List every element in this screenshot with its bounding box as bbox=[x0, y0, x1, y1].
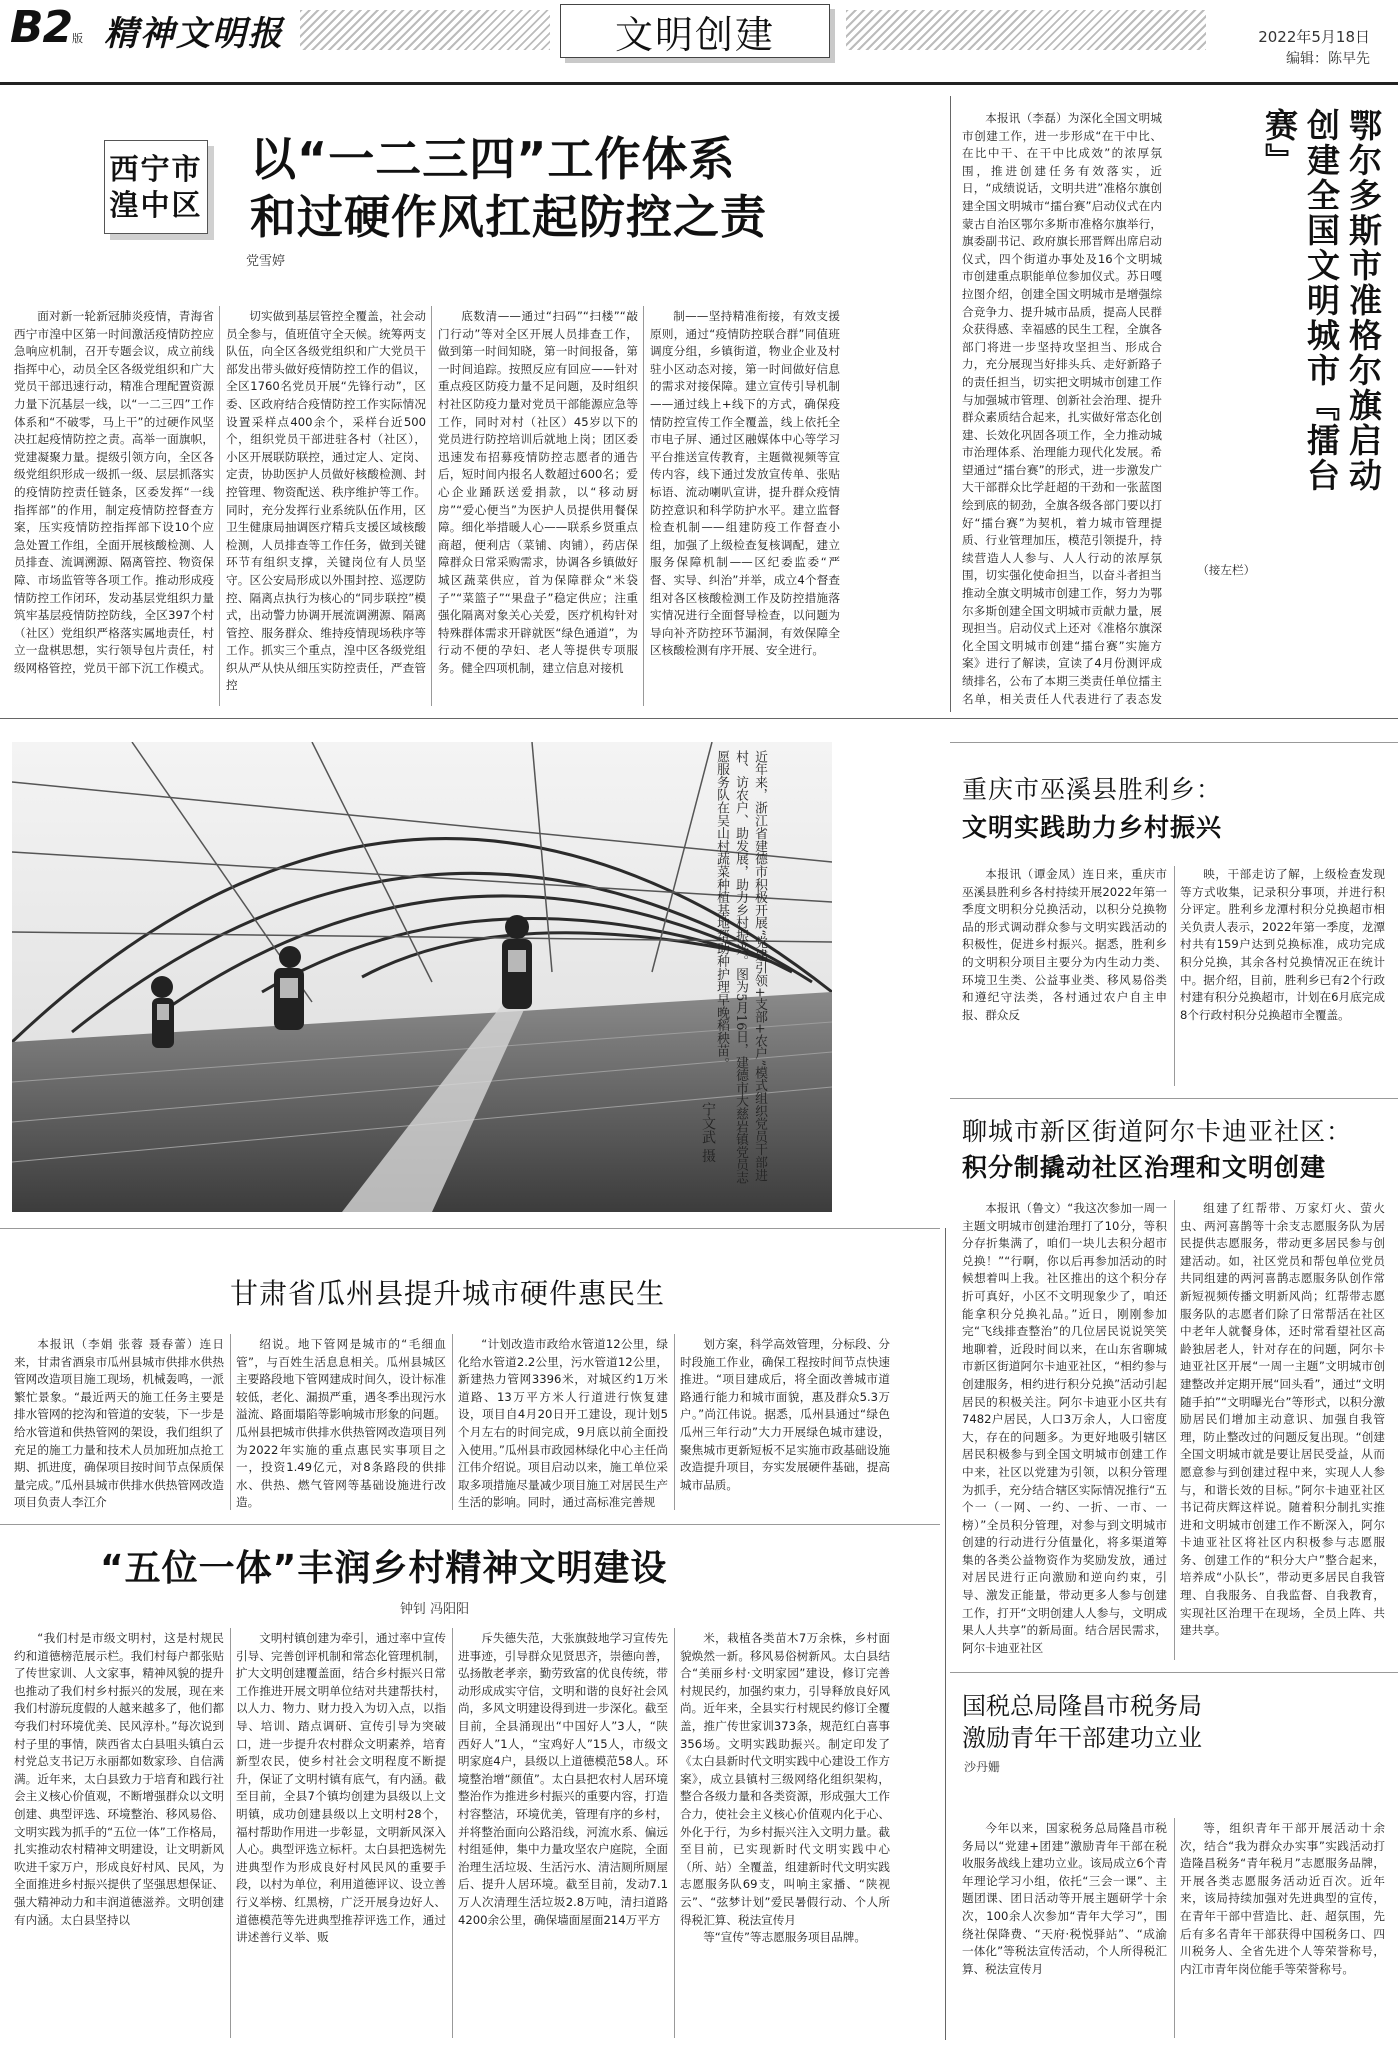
article1-col2 bbox=[226, 308, 426, 708]
article2-headline-line2: 创建全国文明城市『擂台赛』 bbox=[1260, 108, 1341, 493]
location-badge bbox=[104, 140, 208, 234]
article2-body-continued: （接左栏） bbox=[1197, 563, 1256, 577]
article1-headline-line2: 和过硬作风扛起防控之责 bbox=[250, 190, 767, 244]
column-rule bbox=[1174, 1818, 1175, 2038]
rule bbox=[950, 1672, 1398, 1673]
article6-col3-text: 斥失德失范，大张旗鼓地学习宣传先进事迹，引导群众见贤思齐，崇德向善，弘扬散老孝亲，勤劳致富的优良传统，带动形成成实守信，文明和谐的良好社会风尚，多风文明建设得到进一步深化。截至目前，全县涌现出“中国好人”3人，“陕西好人”1人，“宝鸡好人”15人，市级文明家庭4户，县级以上道德模范58人。环境整治增“颜值”。太白县把农村人居环境整治作为推进乡村振兴的重要内容，打造村容整洁，环境优美，管理有序的乡村，并将整治面向公路沿线，河流水系、偏远村组延伸，集中力量攻坚农户庭院，全面治理生活垃圾、生活污水、清洁厕所厕屋后、提升人居环境。截至目前，发动7.1万人次清理生活垃圾2.8万吨，清扫道路4200余公里，确保墙面屋面214万平方 bbox=[458, 1631, 668, 1927]
article7-col1 bbox=[962, 1820, 1167, 2040]
masthead bbox=[0, 0, 1398, 86]
badge-line-1: 西宁市 bbox=[109, 152, 203, 186]
article1-col3 bbox=[438, 308, 638, 708]
article1-col1-text: 面对新一轮新冠肺炎疫情，青海省西宁市湟中区第一时间激活疫情防控应急响应机制，召开专题会议，成立前线指挥中心，动员全区各级党组织和广大党员干部迅速行动，精准合理配置资源力量下沉基层一线，以“一二三四”工作体系和“不破零，马上干”的过硬作风坚决扛起疫情防控之责。高举一面旗帜，党建凝聚力量。提级引领方向，全区各级党组织形成一级抓一级、层层抓落实的疫情防控责任链条，区委发挥“一线指挥部”的作用，制定疫情防控督查方案，压实疫情防控指挥部下设10个应急处置工作组，全面开展核酸检测、人员排查、流调溯源、隔离管控、物资保障、市场监管等各项工作。推动形成疫情防控工作闭环，发动基层党组织力量筑牢基层疫情防控防线，全区397个村（社区）党组织严格落实属地责任，村立一盘棋思想，实行领导包片责任，村级网格管控，党员干部下沉工作模式。 bbox=[14, 309, 214, 675]
article1-col1 bbox=[14, 308, 214, 708]
article1-author: 党雪婷 bbox=[246, 254, 286, 269]
section-title: 文明创建 bbox=[560, 4, 830, 58]
article3-col2-text: 映，干部走访了解，上级检查发现等方式收集，记录积分事项，并进行积分评定。胜利乡龙潭村积分兑换超市相关负责人表示，2022年第一季度，龙潭村共有159户达到兑换标准，成功完成积分兑换，其余各村兑换情况正在统计中。据介绍，目前，胜利乡已有2个行政村建有积分兑换超市，计划在6月底完成8个行政村积分兑换超市全覆盖。 bbox=[1180, 867, 1385, 1022]
right-column-divider bbox=[950, 96, 951, 712]
badge-line-2: 湟中区 bbox=[109, 188, 203, 222]
column-rule bbox=[674, 1628, 675, 2038]
article4-col2 bbox=[1180, 1200, 1385, 1660]
greenhouse-photo bbox=[12, 742, 832, 1212]
column-rule bbox=[1174, 866, 1175, 1086]
article7-col1-text: 今年以来，国家税务总局隆昌市税务局以“党建+团建”激励青年干部在税收服务战线上建功立业。该局成立6个青年理论学习小组，依托“三会一课”、主题团课、团日活动等开展主题研学十余次，100余人次参加“青年大学习”，围绕社保降费、“天府·税悦驿站”、“成渝一体化”等税法宣传活动，个人所得税汇算、税法宣传月 bbox=[962, 1821, 1167, 1976]
column-rule bbox=[452, 1628, 453, 2038]
column-rule bbox=[1174, 1200, 1175, 1660]
article5-headline: 甘肃省瓜州县提升城市硬件惠民生 bbox=[230, 1277, 666, 1310]
column-rule bbox=[674, 1334, 675, 1510]
article3-col1 bbox=[962, 866, 1167, 1086]
article7-col2-text: 等，组织青年干部开展活动十余次，结合“我为群众办实事”实践活动打造隆昌税务“青年税月”志愿服务品牌，开展各类志愿服务活动近百次。近年来，该局持续加强对先进典型的宣传，在青年干部中营造比、赶、超氛围，先后有多名青年干部获得中国税务口、四川税务人、全省先进个人等荣誉称号，内江市青年岗位能手等荣誉称号。 bbox=[1180, 1821, 1385, 1976]
article1-headline-line1: 以“一二三四”工作体系 bbox=[250, 132, 736, 186]
article6-author: 钟钊 冯阳阳 bbox=[400, 1602, 470, 1617]
article2-headline-line1: 鄂尔多斯市准格尔旗启动 bbox=[1344, 108, 1383, 493]
column-rule bbox=[230, 1628, 231, 2038]
article6-col4-tail: 等“宣传”等志愿服务项目品牌。 bbox=[703, 1930, 866, 1945]
article5-col1-text: 本报讯（李娟 张蓉 聂春蕾）连日来，甘肃省酒泉市瓜州县城市供排水供热管网改造项目施工现场，机械轰鸣，一派繁忙景象。“最近两天的施工任务主要是排水管网的挖沟和管道的安装，下一步是给水管道和供热管网的架设，我们组织了充足的施工力量和技术人员加班加点抢工期、抓进度，确保项目按时间节点保质保量完成。”瓜州县城市供排水供热管网改造项目负责人李江介 bbox=[14, 1337, 224, 1510]
article5-col2 bbox=[236, 1336, 446, 1512]
column-rule bbox=[452, 1334, 453, 1510]
article4-col2-text: 组建了红帮带、万家灯火、萤火虫、两河喜鹊等十余支志愿服务队为居民提供志愿服务，带动更多居民参与创建活动。如，社区党员和帮包单位党员共同组建的两河喜鹊志愿服务队创作常新短视频传播文明新风尚；红帮带志愿服务队的志愿者们除了日常帮活在社区中老年人就餐身体，还时常看望社区高龄独居老人，针对存在的问题，阿尔卡迪亚社区开展“一周一主题”文明城市创建整改并定期开展“回头看”，通过“文明随手拍”“文明曝光台”等形式，以积分激励居民们增加主动意识、加强自我管理，防止整改过的问题反复出现。“创建全国文明城市就是要让居民受益，从而愿意参与到创建过程中来，实现人人参与，和谐长效的目标。”阿尔卡迪亚社区书记荷庆辉这样说。随着积分制扎实推进和文明城市创建工作不断深入，阿尔卡迪亚社区将社区内积极参与志愿服务、创建工作的“积分大户”整合起来，培养成“小队长”，带动更多居民自我管理、自我服务、自我监督、自我教育，实现社区治理干在现场，全员上阵、共建共享。 bbox=[1180, 1201, 1385, 1638]
article6-headline: “五位一体”丰润乡村精神文明建设 bbox=[100, 1548, 668, 1589]
article4-headline-line2: 积分制撬动社区治理和文明创建 bbox=[962, 1153, 1327, 1182]
section-rule bbox=[0, 718, 1398, 719]
column-rule bbox=[643, 306, 644, 706]
article6-col1-text: “我们村是市级文明村，这是村规民约和道德榜范展示栏。我们村每户都张贴了传世家训、人文家事，精神风貌的提升也推动了我们村乡村振兴的发展，现在来我们村游玩度假的人越来越多了，他们都夸我们村环境优美、民风淳朴。”每次说到村子里的事情，陕西省太白县咀头镇白云村党总支书记万永丽都如数家珍、自信满满。近年来，太白县致力于培育和践行社会主义核心价值观，不断增强群众以文明创建、典型评选、环境整治、移风易俗、文明实践为抓手的“五位一体”工作格局，扎实推动农村精神文明建设，让文明新风吹进千家万户，形成良好村风、民风，为全面推进乡村振兴提供了坚强思想保证、强大精神动力和丰润道德滋养。文明创建有内涵。太白县坚持以 bbox=[14, 1631, 224, 1927]
article4-col1 bbox=[962, 1200, 1167, 1660]
page-number: B2 bbox=[10, 2, 73, 53]
article3-col2 bbox=[1180, 866, 1385, 1086]
column-rule bbox=[431, 306, 432, 706]
hatch-decoration-right bbox=[846, 10, 1206, 50]
article5-col4-text: 划方案，科学高效管理，分标段、分时段施工作业，确保工程按时间节点快速推进。“项目建成后，将全面改善城市道路通行能力和城市面貌，惠及群众5.3万户。”尚江伟说。据悉，瓜州县通过“绿色瓜州三年行动”大力开展绿色城市建设，聚焦城市更新短板不足实施市政基础设施改造提升项目，夯实发展硬件基础，提高城市品质。 bbox=[680, 1337, 890, 1492]
rule bbox=[950, 1098, 1398, 1099]
right-column-divider bbox=[945, 1228, 946, 2040]
photo-credit: 宁文武 摄 bbox=[700, 1102, 716, 1163]
photo-caption: 近年来，浙江省建德市积极开展“党建引领+支部+农户”模式组织党员干部进村、访农户、助发展，助力乡村振兴。图为5月16日，建德市大慈岩镇党员志愿服务队在吴山村蔬菜种植基地帮助种护理早晚稻秧苗。 bbox=[714, 750, 767, 1185]
article2-headline bbox=[1258, 108, 1384, 508]
article7-headline-line2: 激励青年干部建功立业 bbox=[962, 1724, 1202, 1752]
article7-author: 沙丹姗 bbox=[964, 1760, 1001, 1774]
article4-col1-text: 本报讯（鲁文）“我这次参加一周一主题文明城市创建治理打了10分，等积分存折集满了，咱们一块儿去积分超市兑换！”“行啊，你以后再参加活动的时候想着叫上我。社区推出的这个积分存折可真好，小区不文明现象少了，咱还能拿积分兑换礼品。”近日，刚刚参加完“飞线排查整治”的几位居民说说笑笑地聊着，近段时间以来，在山东省聊城市新区街道阿尔卡迪亚社区，“相约参与创建服务，相约进行积分兑换”活动引起居民的积极关注。阿尔卡迪亚小区共有7482户居民，人口3万余人，人口密度大，存在的问题多。为更好地吸引辖区居民积极参与到全国文明城市创建工作中来，社区以党建为引领，以积分管理为抓手，充分结合辖区实际情况推行“五个一（一网、一约、一折、一市、一榜）”全员积分管理，对参与到文明城市创建的行动进行分值量化，将多渠道筹集的各类公益物资作为奖励发放，通过对居民进行正向激励和逆向约束，引导、激发正能量，带动更多人参与创建工作，打开“文明创建人人参与，文明成果人人共享”的新局面。结合居民需求，阿尔卡迪亚社区 bbox=[962, 1201, 1167, 1655]
masthead-rule bbox=[0, 82, 1398, 85]
editor-credit: 编辑：陈早先 bbox=[1286, 51, 1370, 67]
article5-col2-text: 绍说。地下管网是城市的“毛细血管”，与百姓生活息息相关。瓜州县城区主要路段地下管网建成时间久，设计标准较低，老化、漏损严重，遇冬季出现污水溢流、路面塌陷等影响城市形象的问题。瓜州县把城市供排水供热管网改造项目列为2022年实施的重点惠民实事项目之一，投资1.49亿元，对8条路段的供排水、供热、燃气管网等基础设施进行改造。 bbox=[236, 1337, 446, 1510]
column-rule bbox=[219, 306, 220, 706]
article1-col4-text: 制——坚持精准衔接，有效支援原则，通过“疫情防控联合群”同值班调度分组，乡镇街道，物业企业及村驻小区动态对接，第一时间做好信息的需求对接保障。建立宣传引导机制——通过线上+线下的方式，确保疫情防控宣传工作全覆盖，线上依托全市电子屏、通过区融媒体中心等学习平台推送宣传教育，主题微视频等宣传内容，线下通过发放宣传单、张贴标语、流动喇叭宣讲，提升群众疫情防控意识和科学防护水平。建立监督检查机制——组建防疫工作督查小组，加强了上级检查复核调配，建立服务保障机制——区纪委监委“严督、实导、纠治”并举，成立4个督查组对各区核酸检测工作及防控措施落实情况进行全面督导检查，以问题为导向补齐防控环节漏洞，有效保障全区核酸检测有序开展、安全进行。 bbox=[650, 309, 840, 658]
article1-headline bbox=[250, 130, 767, 246]
article2-body bbox=[962, 110, 1162, 710]
article1-col3-text: 底数清——通过“扫码”“扫楼”“敲门行动”等对全区开展人员排查工作，做到第一时间知晓，第一时间报备，第一时间追踪。按照反应有回应——针对重点疫区防疫力量不足问题，及时组织村社区防疫力量对党员干部能源应急等工作，同时对村（社区）45岁以下的党员进行防控培训后就地上岗；团区委迅速发布招募疫情防控志愿者的通告后，短时间内报名人数超过600名；爱心企业踊跃送爱捐款，以“移动厨房”“爱心便当”为医护人员提供用餐保障。细化举措暖人心——联系乡贤重点商超，便利店（菜铺、肉铺），药店保障群众日常采购需求，协调各乡镇做好城区蔬菜供应，首为保障群众“米袋子”“菜篮子”“果盘子”稳定供应；注重强化隔离对象关心关爱，医疗机构针对特殊群体需求开辟就医“绿色通道”，为行动不便的孕妇、老人等提供专项服务。健全四项机制，建立信息对接机 bbox=[438, 309, 638, 675]
article7-col2 bbox=[1180, 1820, 1385, 2040]
article5-col3 bbox=[458, 1336, 668, 1512]
article5-col3-text: “计划改造市政给水管道12公里，绿化给水管道2.2公里，污水管道12公里，新建热力管网3396米，对城区约1万米道路、13万平方米人行道进行恢复建设，项目自4月20日开工建设，现计划5个月左右的时间完成，9月底以前全面投入使用。”瓜州县市政园林绿化中心主任尚江伟介绍说。项目启动以来，施工单位采取多项措施尽量减少项目施工对居民生产生活的影响。同时，通过高标准完善规 bbox=[458, 1337, 668, 1510]
rule bbox=[0, 1524, 940, 1525]
article6-col3 bbox=[458, 1630, 668, 2040]
article1-col2-text: 切实做到基层管控全覆盖，社会动员全参与，值班值守全天候。统筹两支队伍，向全区各级党组织和广大党员干部发出带头做好疫情防控工作的倡议，全区1760名党员开展“先锋行动”，区委、区政府结合疫情防控工作实际情况设置采样点400余个，采样台近500个，组织党员干部进驻各村（社区），小区开展联防联控，通过定人、定岗、定责，协助医护人员做好核酸检测、封控管理、物资配送、秩序维护等工作。同时，充分发挥行业系统队伍作用，区卫生健康局抽调医疗精兵支援区域核酸检测，人员排查等工作任务，做到关键环节有组织支撑，关键岗位有人员坚守。区公安局形成以外围封控、巡逻防控、隔离点执行为核心的“同步联控”模式，出动警力协调开展流调溯源、隔离管控、服务群众、维持疫情现场秩序等工作。抓实三个重点，湟中区各级党组织从严从快从细压实防控责任，严查管控 bbox=[226, 309, 426, 693]
article6-col1 bbox=[14, 1630, 224, 2040]
article4-headline-line1: 聊城市新区街道阿尔卡迪亚社区： bbox=[962, 1117, 1353, 1146]
page-suffix: 版 bbox=[72, 32, 83, 45]
article6-col4 bbox=[680, 1630, 890, 2040]
article1-col4 bbox=[650, 308, 840, 708]
article6-col4-text: 米，栽植各类苗木7万余株，乡村面貌焕然一新。移风易俗树新风。太白县结合“美丽乡村·文明家园”建设，修订完善村规民约，加强约束力，引导释放良好风尚。近年来，全县实行村规民约修订全覆盖，推广传世家训373条，规范红白喜事356场。文明实践助振兴。制定印发了《太白县新时代文明实践中心建设工作方案》，成立县镇村三级网络化组织架构，整合各级力量和各类资源，形成强大工作合力，使社会主义核心价值观内化于心、外化于行，为乡村振兴注入文明力量。截至目前，已实现新时代文明实践中心（所、站）全覆盖，组建新时代文明实践志愿服务队69支，叫响主家播、“陕视云”、“弦梦计划”爱民暑假行动、个人所得税汇算、税法宣传月 bbox=[680, 1631, 890, 1927]
article2-body-text: 本报讯（李磊）为深化全国文明城市创建工作，进一步形成“在干中比、在比中干、在干中比成效”的浓厚氛围，推进创建任务有效落实，近日，“成绩说话，文明共进”准格尔旗创建全国文明城市“擂台赛”启动仪式在内蒙古自治区鄂尔多斯市准格尔旗举行，旗委副书记、政府旗长邢晋辉出席启动仪式，四个街道办事处及16个文明城市创建重点职能单位参加仪式。苏日嘎拉图介绍，创建全国文明城市是增强综合竞争力、提升城市品质，提高人民群众获得感、幸福感的民生工程，全旗各部门将进一步坚持攻坚担当、形成合力，充分展现当好排头兵、走好新路子的责任担当，切实把文明城市创建工作与加强城市管理、创新社会治理、提升群众素质结合起来，扎实做好常态化创建、长效化巩固各项工作，全力推动城市治理体系、治理能力现代化发展。希望通过“擂台赛”的形式，进一步激发广大干部群众比学赶超的干劲和一张蓝图绘到底的韧劲，全旗各级各部门要以打好“擂台赛”为契机，着力城市管理提质、行业管理加压，模范引领提升，持续营造人人参与、人人行动的浓厚氛围，切实强化使命担当，以奋斗者担当推动全旗文明城市创建工作，努力为鄂尔多斯创建全国文明城市贡献力量，展现担当。启动仪式上还对《准格尔旗深化全国文明城市创建“擂台赛”实施方案》进行了解读，宣读了4月份测评成绩排名，公布了本期三类责任单位擂主名单，相关责任人代表进行了表态发 bbox=[962, 111, 1162, 706]
rule bbox=[950, 742, 1398, 743]
article5-col1 bbox=[14, 1336, 224, 1512]
column-rule bbox=[230, 1334, 231, 1510]
article6-col2-text: 文明村镇创建为牵引，通过率中宣传引导、完善创评机制和常态化管理机制，扩大文明创建覆盖面，结合乡村振兴日常工作推进开展文明单位结对共建帮扶村，以人力、物力、财力投入为切入点，以指导、培训、踏点调研、宣传引导为突破口，进一步提升农村群众文明素养，培育新型农民，使乡村社会文明程度不断提升，保证了文明村镇有底气，有内涵。截至目前，全县7个镇均创建为县级以上文明镇，成功创建县级以上文明村28个，福村帮助作用进一步彰显，文明新风深入人心。典型评选立标杆。太白县把选树先进典型作为形成良好村风民风的重要手段，以村为单位，利用道德评议、设立善行义举榜、红黑榜，广泛开展身边好人、道德模范等先进典型推荐评选工作，通过讲述善行义举、贩 bbox=[236, 1631, 446, 1945]
article3-headline-line1: 重庆市巫溪县胜利乡： bbox=[962, 775, 1223, 804]
article6-col2 bbox=[236, 1630, 446, 2040]
article7-headline bbox=[962, 1690, 1202, 1754]
paper-logo: 精神文明报 bbox=[104, 14, 284, 54]
article3-headline-line2: 文明实践助力乡村振兴 bbox=[962, 813, 1223, 842]
article3-col1-text: 本报讯（谭金凤）连日来，重庆市巫溪县胜利乡各村持续开展2022年第一季度文明积分兑换活动，以积分兑换物品的形式调动群众参与文明实践活动的积极性，促进乡村振兴。据悉，胜利乡的文明积分项目主要分为内生动力类、环境卫生类、公益事业类、移风易俗类和遵纪守法类，各村通过农户自主申报、群众反 bbox=[962, 867, 1167, 1022]
article5-col4 bbox=[680, 1336, 890, 1512]
issue-date: 2022年5月18日 bbox=[1258, 28, 1370, 46]
rule bbox=[0, 1228, 940, 1229]
article7-headline-line1: 国税总局隆昌市税务局 bbox=[962, 1692, 1202, 1720]
hatch-decoration-left bbox=[300, 10, 550, 50]
